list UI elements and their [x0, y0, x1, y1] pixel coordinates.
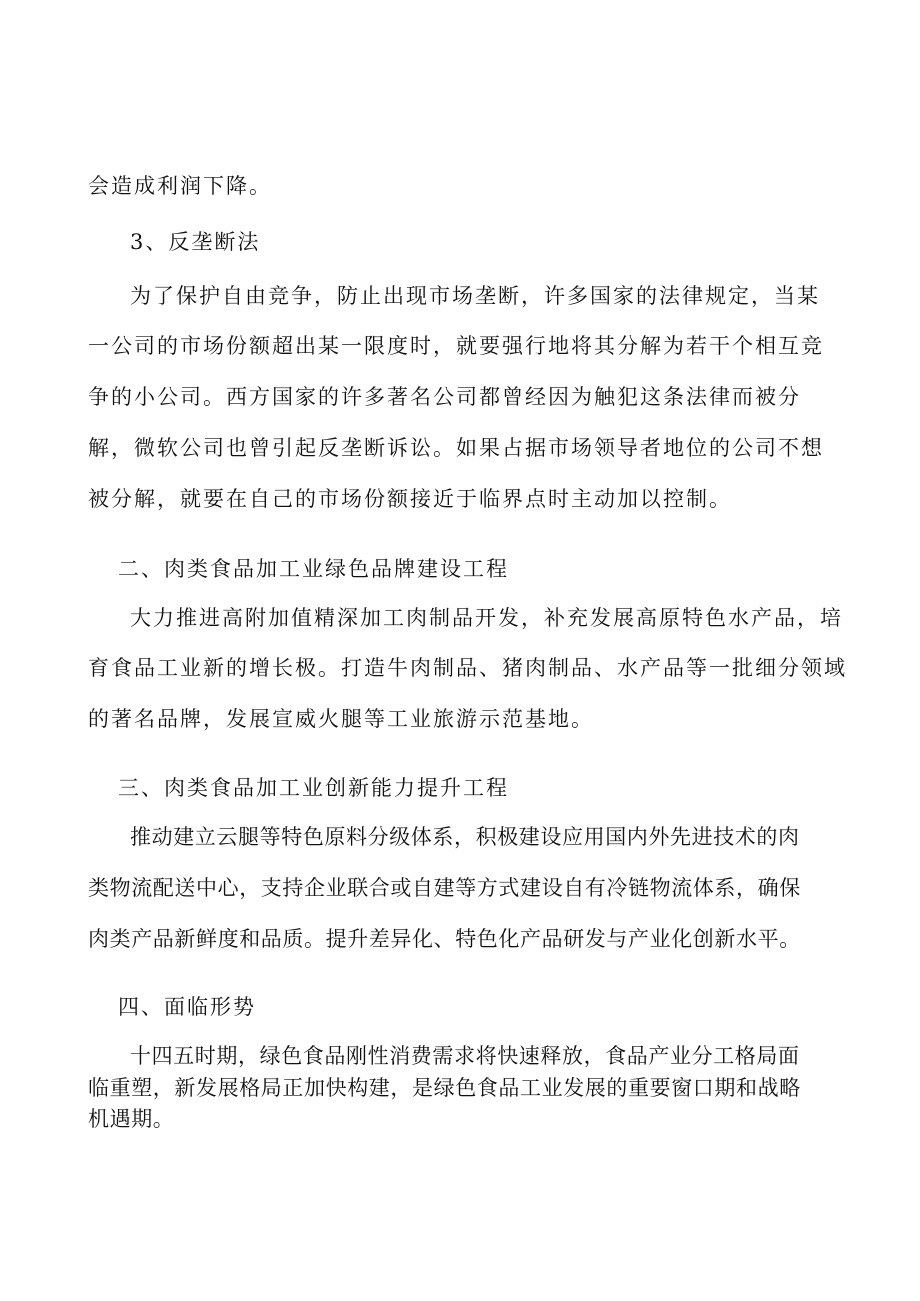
- paragraph-line: 为了保护自由竞争，防止出现市场垄断，许多国家的法律规定，当某: [130, 284, 820, 308]
- paragraph-line: 推动建立云腿等特色原料分级体系，积极建设应用国内外先进技术的肉: [130, 825, 800, 849]
- paragraph-line: 解，微软公司也曾引起反垄断诉讼。如果占据市场领导者地位的公司不想: [88, 436, 824, 460]
- paragraph-line: 被分解，就要在自己的市场份额接近于临界点时主动加以控制。: [88, 487, 732, 511]
- section-heading-antitrust: 3、反垄断法: [130, 230, 261, 254]
- paragraph-line: 争的小公司。西方国家的许多著名公司都曾经因为触犯这条法律而被分: [88, 385, 801, 409]
- paragraph-line: 肉类产品新鲜度和品质。提升差异化、特色化产品研发与产业化创新水平。: [88, 927, 801, 951]
- section-heading-brand: 二、肉类食品加工业绿色品牌建设工程: [118, 557, 509, 581]
- paragraph-line: 一公司的市场份额超出某一限度时，就要强行地将其分解为若干个相互竞: [88, 334, 824, 358]
- paragraph-line: 会造成利润下降。: [88, 174, 272, 198]
- paragraph-line: 大力推进高附加值精深加工肉制品开发，补充发展高原特色水产品，培: [130, 606, 843, 630]
- paragraph-line: 的著名品牌，发展宣威火腿等工业旅游示范基地。: [88, 707, 594, 731]
- paragraph-line: 机遇期。: [88, 1107, 175, 1131]
- paragraph-line: 临重塑，新发展格局正加快构建，是绿色食品工业发展的重要窗口期和战略: [88, 1076, 801, 1100]
- paragraph-line: 类物流配送中心，支持企业联合或自建等方式建设自有冷链物流体系，确保: [88, 876, 801, 900]
- section-heading-situation: 四、面临形势: [118, 995, 256, 1019]
- section-heading-innovation: 三、肉类食品加工业创新能力提升工程: [118, 776, 509, 800]
- paragraph-line: 十四五时期，绿色食品刚性消费需求将快速释放，食品产业分工格局面: [130, 1044, 800, 1068]
- paragraph-line: 育食品工业新的增长极。打造牛肉制品、猪肉制品、水产品等一批细分领域: [88, 656, 847, 680]
